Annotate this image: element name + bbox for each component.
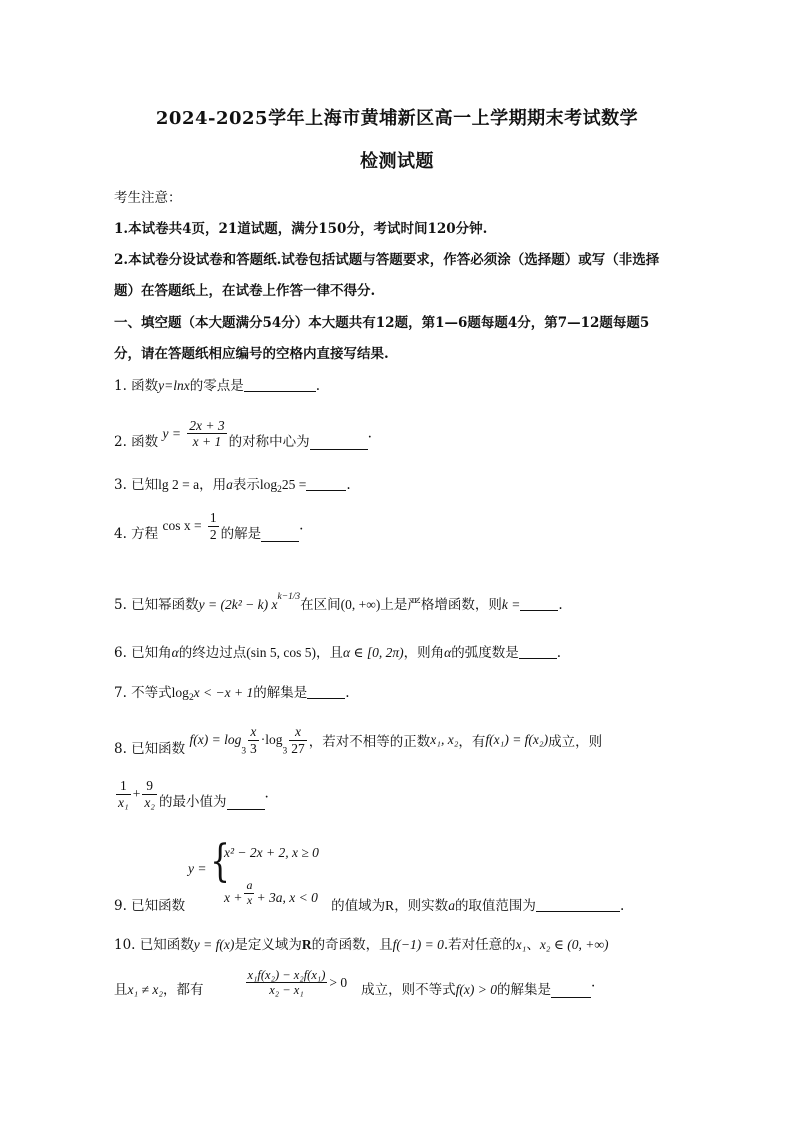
- question-7: 7. 不等式$\log_2x < -x + 1$的解集是 .: [114, 685, 350, 703]
- notice-2-line1: 2.本试卷分设试卷和答题纸.试卷包括试题与答题要求，作答必须涂（选择题）或写（非选择: [114, 252, 660, 268]
- answer-blank[interactable]: [306, 478, 346, 491]
- question-6: 6. 已知角α的终边过点(sin 5, cos 5)，且α ∈ [0, 2π)，则角α的弧度数是 .: [114, 645, 561, 661]
- answer-blank[interactable]: [519, 646, 557, 659]
- answer-blank[interactable]: [261, 529, 299, 542]
- exam-title-line2: 检测试题: [360, 151, 434, 172]
- answer-blank[interactable]: [244, 379, 316, 392]
- question-10: 10. 已知函数y = f(x)是定义域为R的奇函数，且f(−1) = 0.若对任意的x₁、x₂ ∈ (0, +∞): [114, 937, 609, 953]
- answer-blank[interactable]: [551, 985, 591, 998]
- question-10-continued: 且x₁ ≠ x₂，都有 $\frac{\text{x₁f(x₂) − x₂f(x₁)}}{\text{x₂ − x₁}}$ > 0 成立，则不等式f(x) > 0的解集是 .: [114, 968, 596, 998]
- question-8-continued: $\frac{1}{\text{x₁}}$ + $\frac{9}{\text{x₂}}$ 的最小值为.: [118, 778, 269, 811]
- exam-page: 2024-2025学年上海市黄埔新区高一上学期期末考试数学 检测试题 考生注意： 1.本试卷共4页，21道试题，满分150分，考试时间120分钟. 2.本试卷分设试卷和答题纸.试卷包括试题与答题要求，作答必须涂（选择题）或写（非选择 题）在答题纸上，在试卷上作答一律不得分. 一、填空题（本大题满分54分）本大题共有12题，第1—6题每题4分，第7—12题每题5 分，请在答题纸相应编号的空格内直接写结果. 1. 函数y=lnx的零点是 . 2. 函数 y = $\frac{2x + 3}{x + 1}$ 的对称中心为. 3. 已知lg 2 = a，用a表示$\log_225$ = . 4. 方程 cos x = $\frac{1}{2}$ 的解是. 5. 已知幂函数y = (2k² − k) $x^{k-1/3}$在区间(0, +∞)上是严格增函数，则k = . 6. 已知角α的终边过点(sin 5, cos 5)，且α ∈ [0, 2π)，则角α的弧度数是 . 7. 不等式$\log_2x < -x + 1$的解集是 . 8. 已知函数 $f(x) = \log_3$ $\frac{x}{3}$ $\cdot\log_3$ $\frac{x}{27}$ ，若对不相等的正数x₁, x₂，有f(x₁) = f(x₂)成立，则 $\frac{1}{\text{x₁}}$ + $\frac{9}{\text{x₂}}$ 的最小值为. y = { x² − 2x + 2, x ≥ 0 x + $\frac{a}{x}$ + 3a, x < 0 9. 已知函数 的值域为R，则实数a的取值范围为 . 10. 已知函数y = f(x)是定义域为R的奇函数，且f(−1) = 0.若对任意的x₁、x₂ ∈ (0, +∞) 且x₁ ≠ x₂，都有 $\frac{\text{x₁f(x₂) − x₂f(x₁)}}{\text{x₂ − x₁}}$ > 0 成立，则不等式f(x) > 0的解集是 .: [0, 0, 794, 1123]
- section-1-line1: 一、填空题（本大题满分54分）本大题共有12题，第1—6题每题4分，第7—12题每题5: [114, 315, 650, 331]
- notice-2-line2: 题）在答题纸上，在试卷上作答一律不得分.: [114, 283, 376, 299]
- exam-title-line1: 2024-2025学年上海市黄埔新区高一上学期期末考试数学: [155, 108, 639, 129]
- answer-blank[interactable]: [307, 686, 345, 699]
- notice-1: 1.本试卷共4页，21道试题，满分150分，考试时间120分钟.: [114, 221, 488, 237]
- answer-blank[interactable]: [536, 899, 620, 912]
- answer-blank[interactable]: [227, 797, 265, 810]
- answer-blank[interactable]: [310, 437, 368, 450]
- section-1-line2: 分，请在答题纸相应编号的空格内直接写结果.: [114, 346, 389, 362]
- question-3: 3. 已知lg 2 = a，用a表示$\log_225$ = .: [114, 477, 351, 495]
- answer-blank[interactable]: [520, 598, 558, 611]
- question-2: 2. 函数 y = $\frac{2x + 3}{x + 1}$ 的对称中心为.: [114, 417, 372, 450]
- question-8: 8. 已知函数 $f(x) = \log_3$ $\frac{x}{3}$ $\cdot\log_3$ $\frac{x}{27}$ ，若对不相等的正数x₁, x₂，有f(x₁) = f(x₂)成立，则: [114, 724, 603, 757]
- question-5: 5. 已知幂函数y = (2k² − k) $x^{k-1/3}$在区间(0, +∞)上是严格增函数，则k = .: [114, 592, 563, 613]
- question-4: 4. 方程 cos x = $\frac{1}{2}$ 的解是.: [114, 510, 304, 543]
- question-1: 1. 函数y=lnx的零点是 .: [114, 378, 321, 394]
- notice-heading: 考生注意：: [114, 190, 182, 206]
- piecewise-brace: {: [210, 836, 230, 887]
